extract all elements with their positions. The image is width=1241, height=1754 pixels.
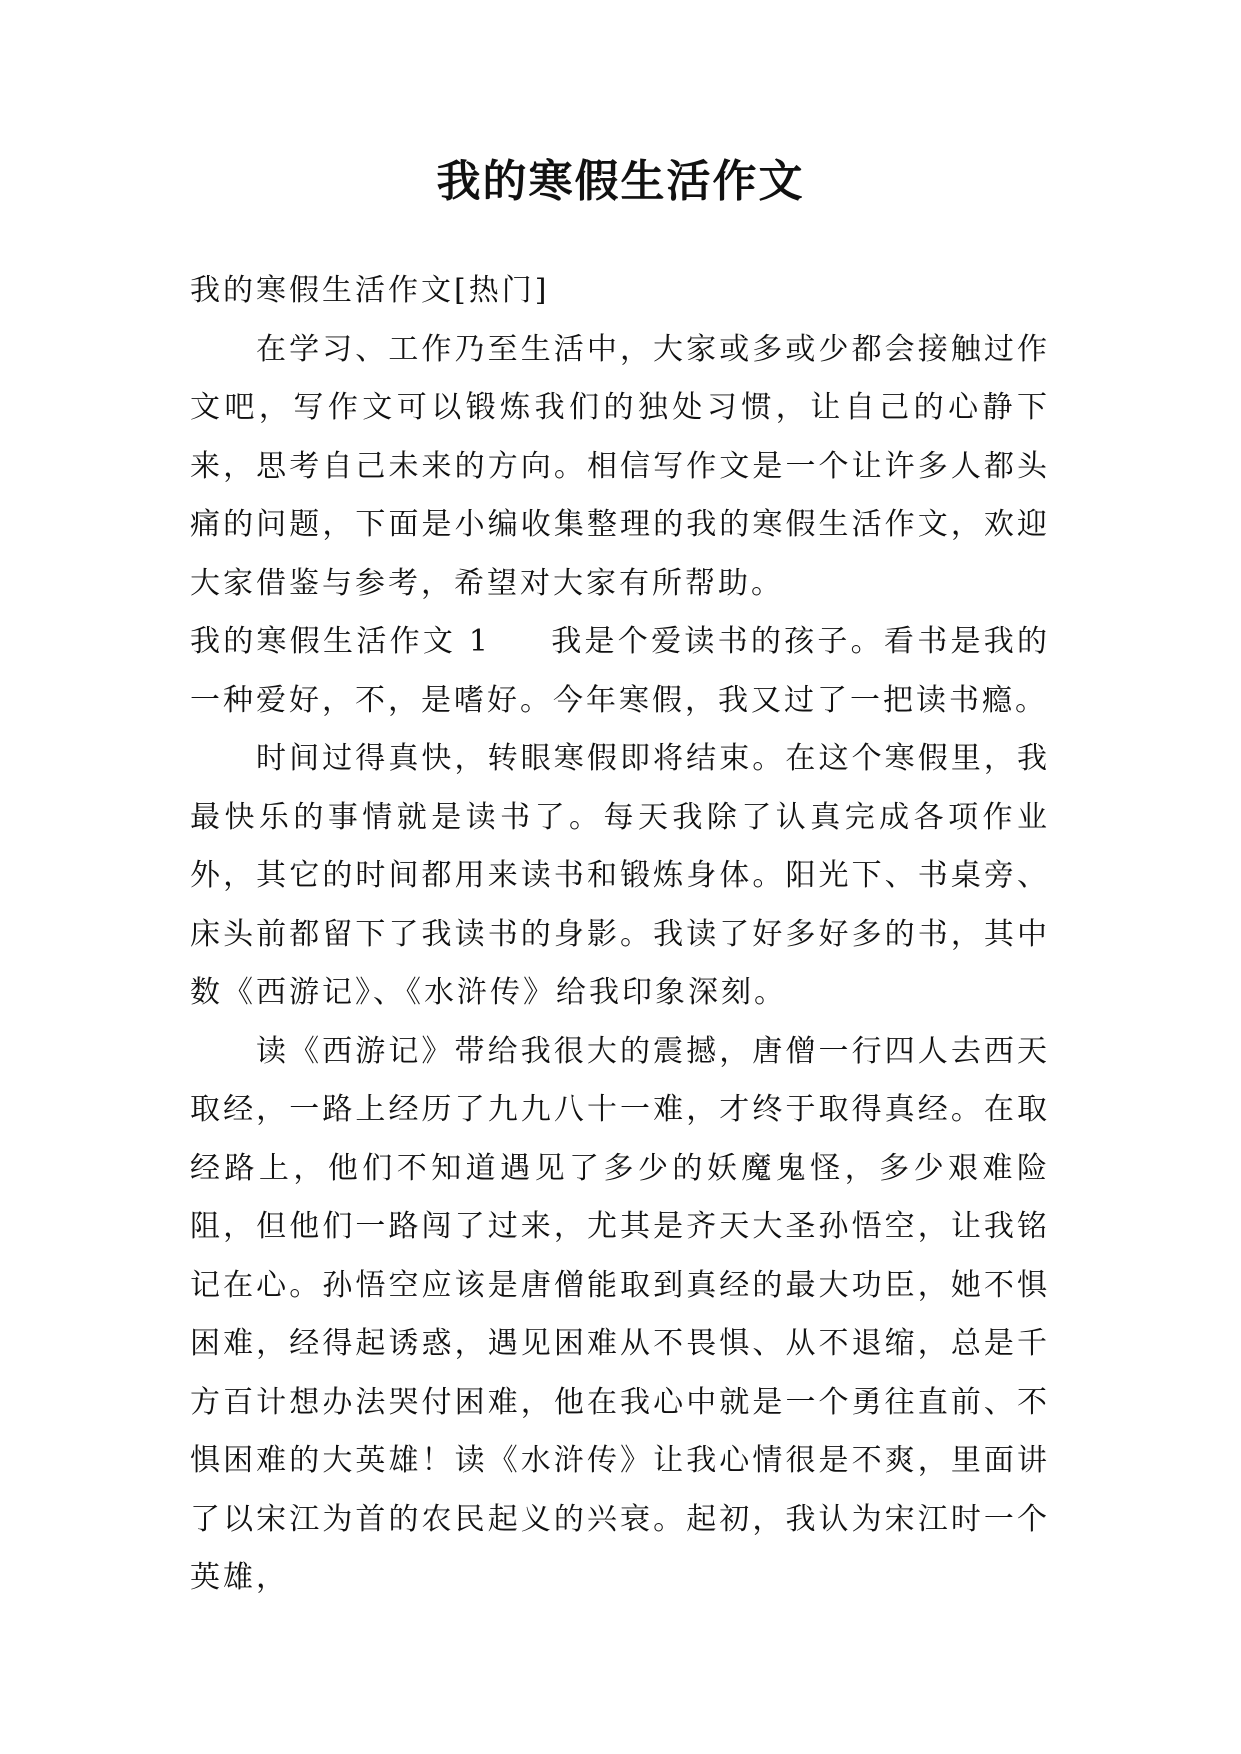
paragraph-2: 时间过得真快，转眼寒假即将结束。在这个寒假里，我最快乐的事情就是读书了。每天我除了认真完成各项作业外，其它的时间都用来读书和锻炼身体。阳光下、书桌旁、床头前都留下了我读书的身影。我读了好多好多的书，其中数《西游记》、《水浒传》给我印象深刻。 (190, 741, 1050, 1010)
paragraph-3: 读《西游记》带给我很大的震撼，唐僧一行四人去西天取经，一路上经历了九九八十一难，才终于取得真经。在取经路上，他们不知道遇见了多少的妖魔鬼怪，多少艰难险阻，但他们一路闯了过来，尤其是齐天大圣孙悟空，让我铭记在心。孙悟空应该是唐僧能取到真经的最大功臣，她不惧困难，经得起诱惑，遇见困难从不畏惧、从不退缩，总是千方百计想办法哭付困难，他在我心中就是一个勇往直前、不惧困难的大英雄！读《水浒传》让我心情很是不爽，里面讲了以宋江为首的农民起义的兴衰。起初，我认为宋江时一个英雄， (190, 1033, 1050, 1595)
document-title: 我的寒假生活作文 (436, 156, 805, 207)
essay-1-paragraph (190, 613, 1050, 730)
essay-1-heading: 我的寒假生活作文 1 (190, 624, 492, 659)
document-subtitle: 我的寒假生活作文[热门] (190, 273, 550, 308)
intro-paragraph: 在学习、工作乃至生活中，大家或多或少都会接触过作文吧，写作文可以锻炼我们的独处习惯，让自己的心静下来，思考自己未来的方向。相信写作文是一个让许多人都头痛的问题，下面是小编收集整理的我的寒假生活作文，欢迎大家借鉴与参考，希望对大家有所帮助。 (190, 331, 1050, 601)
document-body (190, 262, 1050, 1608)
essay-1-opening: 我是个爱读书的孩子。看书是我的一种爱好，不，是嗜好。今年寒假，我又过了一把读书瘾。 (190, 624, 1050, 718)
